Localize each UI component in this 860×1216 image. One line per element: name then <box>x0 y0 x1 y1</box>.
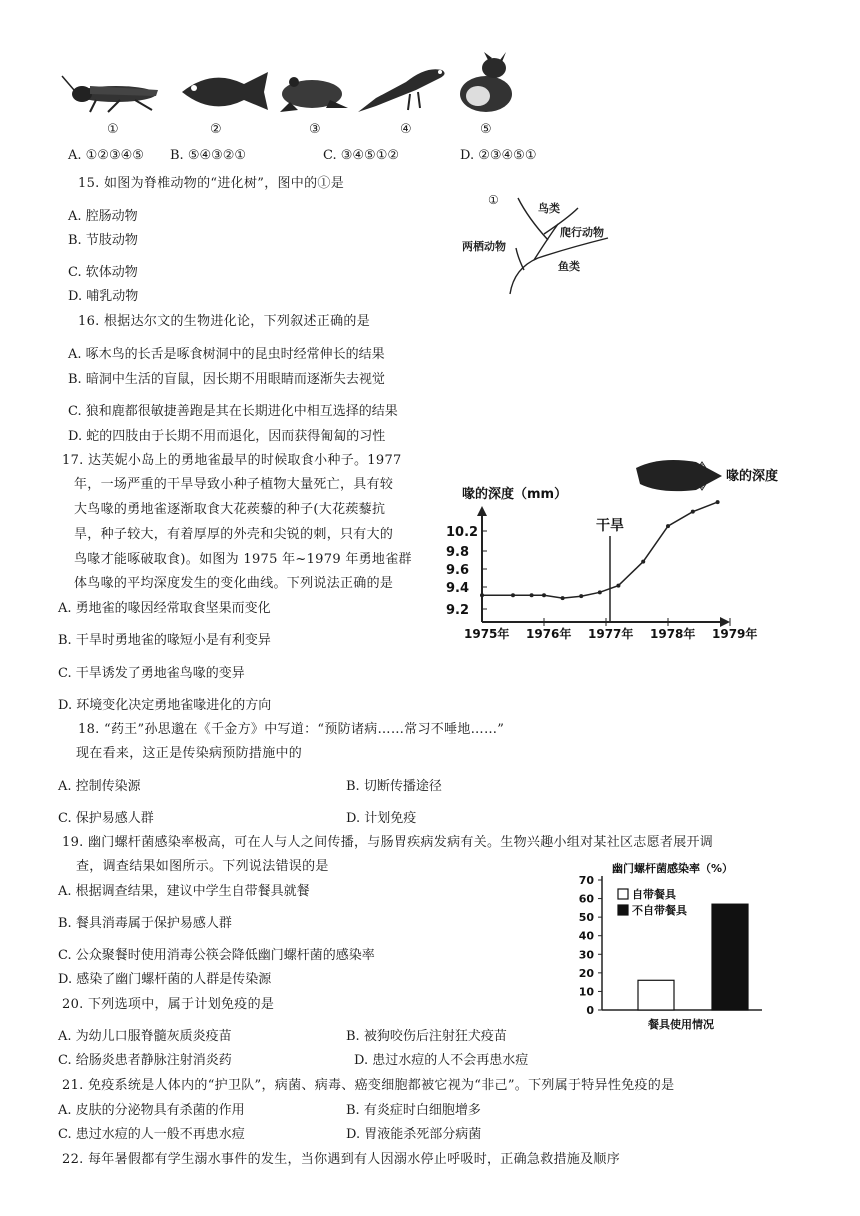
beak-data-point <box>598 590 602 594</box>
frog-icon <box>276 72 350 114</box>
q20-option-d: D. 患过水痘的人不会再患水痘 <box>354 1053 529 1068</box>
q17-option-d: D. 环境变化决定勇地雀喙进化的方向 <box>58 698 272 713</box>
y-tick-label: 9.8 <box>446 545 470 560</box>
q16-option-a: A. 啄木鸟的长舌是啄食树洞中的昆虫时经常伸长的结果 <box>68 347 385 362</box>
bar-y-tick-label: 10 <box>578 985 594 999</box>
q21-option-c: C. 患过水痘的人一般不再患水痘 <box>58 1127 245 1142</box>
animal-label-5: ⑤ <box>480 122 492 137</box>
q20-option-a: A. 为幼儿口服脊髓灰质炎疫苗 <box>58 1029 232 1044</box>
grasshopper-icon <box>60 72 168 114</box>
q17-stem-line-1: 17. 达芙妮小岛上的勇地雀最早的时候取食小种子。1977 <box>62 453 402 468</box>
q15-stem: 15. 如图为脊椎动物的“进化树”，图中的①是 <box>78 176 344 191</box>
q20-option-c: C. 给肠炎患者静脉注射消炎药 <box>58 1053 232 1068</box>
q19-stem: 19. 幽门螺杆菌感染率极高，可在人与人之间传播，与肠胃疾病发病有关。生物兴趣小组对某社区志愿者展开调 <box>62 835 714 850</box>
animal-label-4: ④ <box>400 122 412 137</box>
x-tick-label: 1977年 <box>588 627 634 641</box>
y-axis-title: 喙的深度（mm） <box>462 487 568 502</box>
pigeon-icon <box>356 60 452 116</box>
legend-label: 不自带餐具 <box>632 904 687 917</box>
tree-label-fish: 鱼类 <box>558 260 580 273</box>
animal-label-2: ② <box>210 122 222 137</box>
q14-option-c: C. ③④⑤①② <box>323 148 400 163</box>
q18-option-a: A. 控制传染源 <box>58 779 141 794</box>
legend-swatch <box>618 905 628 915</box>
q18-stem-2: 现在看来，这正是传染病预防措施中的 <box>76 746 303 761</box>
y-tick-label: 9.2 <box>446 603 470 618</box>
infection-rate-bar-chart <box>572 856 792 1036</box>
beak-depth-label: 喙的深度 <box>726 469 779 484</box>
q20-stem: 20. 下列选项中，属于计划免疫的是 <box>62 997 275 1012</box>
q17-stem-line-2: 年，一场严重的干旱导致小种子植物大量死亡，具有较 <box>74 477 394 492</box>
beak-data-point <box>641 560 645 564</box>
x-axis-arrow <box>720 617 730 627</box>
q21-option-b: B. 有炎症时白细胞增多 <box>346 1103 481 1118</box>
q16-option-c: C. 狼和鹿都很敏捷善跑是其在长期进化中相互选择的结果 <box>68 404 398 419</box>
q19-option-c: C. 公众聚餐时使用消毒公筷会降低幽门螺杆菌的感染率 <box>58 948 375 963</box>
bar-not-self-brought <box>712 904 748 1010</box>
q18-option-b: B. 切断传播途径 <box>346 779 442 794</box>
q19-stem-2: 查，调查结果如图所示。下列说法错误的是 <box>76 859 329 874</box>
x-tick-label: 1979年 <box>712 627 758 641</box>
beak-data-point <box>579 594 583 598</box>
tree-label-birds: 鸟类 <box>538 202 560 215</box>
q19-option-d: D. 感染了幽门螺杆菌的人群是传染源 <box>58 972 272 987</box>
rabbit-icon <box>456 52 526 116</box>
beak-data-point <box>666 524 670 528</box>
q16-stem: 16. 根据达尔文的生物进化论，下列叙述正确的是 <box>78 314 371 329</box>
y-tick-label: 9.6 <box>446 563 470 578</box>
q15-option-a: A. 腔肠动物 <box>68 209 138 224</box>
q21-option-a: A. 皮肤的分泌物具有杀菌的作用 <box>58 1103 245 1118</box>
q15-option-b: B. 节肢动物 <box>68 233 138 248</box>
q17-stem-line-6: 体鸟喙的平均深度发生的变化曲线。下列说法正确的是 <box>74 576 394 591</box>
fish-icon <box>172 66 272 116</box>
q18-stem: 18. “药王”孙思邈在《千金方》中写道：“预防诸病……常习不唾地……” <box>78 722 505 737</box>
q19-option-a: A. 根据调查结果，建议中学生自带餐具就餐 <box>58 884 310 899</box>
bar-y-tick-label: 50 <box>578 911 594 925</box>
beak-data-point <box>511 593 515 597</box>
bar-self-brought <box>638 980 674 1010</box>
q17-stem-line-3: 大鸟喙的勇地雀逐渐取食大花蒺藜的种子(大花蒺藜抗 <box>74 502 386 517</box>
beak-head-icon <box>636 460 722 491</box>
q17-stem-line-4: 旱，种子较大，有着厚厚的外壳和尖锐的刺，只有大的 <box>74 527 394 542</box>
drought-label: 干旱 <box>596 518 624 534</box>
x-tick-label: 1975年 <box>464 627 510 641</box>
q21-stem: 21. 免疫系统是人体内的“护卫队”，病菌、病毒、癌变细胞都被它视为“非己”。下列属于特异性免疫的是 <box>62 1078 675 1093</box>
bar-y-tick-label: 30 <box>578 948 594 962</box>
beak-data-point <box>542 593 546 597</box>
y-tick-label: 9.4 <box>446 581 470 596</box>
beak-data-point <box>561 596 565 600</box>
q19-option-b: B. 餐具消毒属于保护易感人群 <box>58 916 232 931</box>
y-tick-label: 10.2 <box>446 525 479 540</box>
tree-label-1: ① <box>488 193 499 207</box>
q16-option-d: D. 蛇的四肢由于长期不用而退化，因而获得匍匐的习性 <box>68 429 386 444</box>
y-axis-arrow <box>477 506 487 516</box>
bar-y-tick-label: 0 <box>586 1004 594 1017</box>
q15-option-d: D. 哺乳动物 <box>68 289 139 304</box>
q18-option-d: D. 计划免疫 <box>346 811 417 826</box>
beak-depth-line-chart <box>440 450 800 650</box>
q22-stem: 22. 每年暑假都有学生溺水事件的发生，当你遇到有人因溺水停止呼吸时，正确急救措施及顺序 <box>62 1152 621 1167</box>
x-tick-label: 1976年 <box>526 627 572 641</box>
q14-option-d: D. ②③④⑤① <box>460 148 537 163</box>
bar-chart-title: 幽门螺杆菌感染率（%） <box>612 862 734 875</box>
q18-option-c: C. 保护易感人群 <box>58 811 154 826</box>
beak-depth-series-line <box>482 502 718 598</box>
evolution-tree-diagram <box>458 188 618 300</box>
bar-y-tick-label: 20 <box>578 966 594 980</box>
beak-data-point <box>716 500 720 504</box>
beak-data-point <box>480 593 484 597</box>
bar-y-tick-label: 40 <box>578 929 594 943</box>
q14-option-b: B. ⑤④③②① <box>170 148 247 163</box>
q17-option-b: B. 干旱时勇地雀的喙短小是有利变异 <box>58 633 271 648</box>
beak-data-point <box>691 510 695 514</box>
legend-swatch <box>618 889 628 899</box>
tree-label-reptiles: 爬行动物 <box>560 226 604 239</box>
q17-option-c: C. 干旱诱发了勇地雀鸟喙的变异 <box>58 666 245 681</box>
q20-option-b: B. 被狗咬伤后注射狂犬疫苗 <box>346 1029 507 1044</box>
bar-y-tick-label: 70 <box>578 874 594 887</box>
q17-stem-line-5: 鸟喙才能啄破取食)。如图为 1975 年~1979 年勇地雀群 <box>74 552 412 567</box>
x-tick-label: 1978年 <box>650 627 696 641</box>
q21-option-d: D. 胃液能杀死部分病菌 <box>346 1127 482 1142</box>
animal-label-1: ① <box>107 122 119 137</box>
legend-label: 自带餐具 <box>632 888 676 901</box>
tree-label-amphibians: 两栖动物 <box>462 240 506 253</box>
q14-option-a: A. ①②③④⑤ <box>68 148 144 163</box>
q15-option-c: C. 软体动物 <box>68 265 138 280</box>
q17-option-a: A. 勇地雀的喙因经常取食坚果而变化 <box>58 601 271 616</box>
beak-data-point <box>616 584 620 588</box>
animal-label-3: ③ <box>309 122 321 137</box>
bar-chart-xlabel: 餐具使用情况 <box>648 1018 714 1031</box>
q16-option-b: B. 暗洞中生活的盲鼠，因长期不用眼睛而逐渐失去视觉 <box>68 372 385 387</box>
bar-y-tick-label: 60 <box>578 892 594 906</box>
beak-data-point <box>530 593 534 597</box>
